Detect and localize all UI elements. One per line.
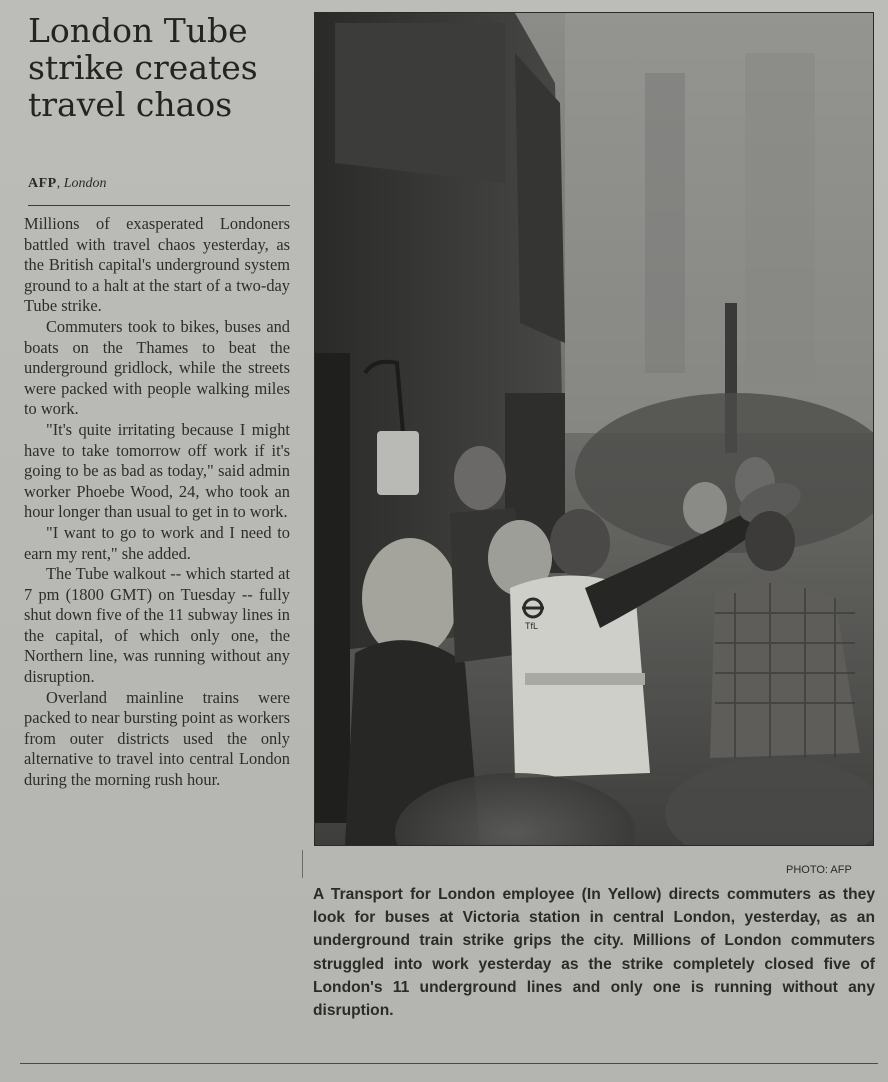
article-body <box>24 214 290 791</box>
article-paragraph: The Tube walkout -- which started at 7 pm (1800 GMT) on Tuesday -- fully shut down five of the 11 subway lines in the capital, of which only one, the Northern line, was running without any disruption. <box>24 564 290 687</box>
byline-agency: AFP <box>28 176 57 191</box>
article-paragraph: "It's quite irritating because I might have to take tomorrow off work if it's going to be as bad as today," said admin worker Phoebe Wood, 24, who took an hour longer than usual to get in to work. <box>24 419 290 522</box>
byline-separator: , <box>56 176 61 191</box>
photo-caption: A Transport for London employee (In Yellow) directs commuters as they look for buses at Victoria station in central London, yesterday, as an underground train strike grips the city. Millions of London commuters struggled into work yesterday as the strike completely closed five of London's 11 underground lines and only one is running without any disruption. <box>313 886 875 1020</box>
headline: London Tube strike creates travel chaos <box>28 11 258 124</box>
byline-rule <box>28 205 290 206</box>
article-paragraph: "I want to go to work and I need to earn my rent," she added. <box>24 522 290 563</box>
article-paragraph: Millions of exasperated Londoners battled with travel chaos yesterday, as the British capital's underground system ground to a halt at the start of a two-day Tube strike. <box>24 214 290 316</box>
article-paragraph: Overland mainline trains were packed to near bursting point as workers from outer districts used the only alternative to travel into central London during the morning rush hour. <box>24 687 290 790</box>
vest-logo-text: TfL <box>525 621 539 631</box>
article-paragraph: Commuters took to bikes, buses and boats on the Thames to beat the underground gridlock, while the streets were packed with people walking miles to work. <box>24 316 290 419</box>
byline-place: London <box>63 176 107 191</box>
column-divider <box>302 850 303 878</box>
news-photo <box>314 12 874 846</box>
photo-credit: PHOTO: AFP <box>786 864 852 876</box>
byline <box>28 176 290 192</box>
bottom-rule <box>20 1063 878 1064</box>
photo-illustration <box>315 13 873 845</box>
